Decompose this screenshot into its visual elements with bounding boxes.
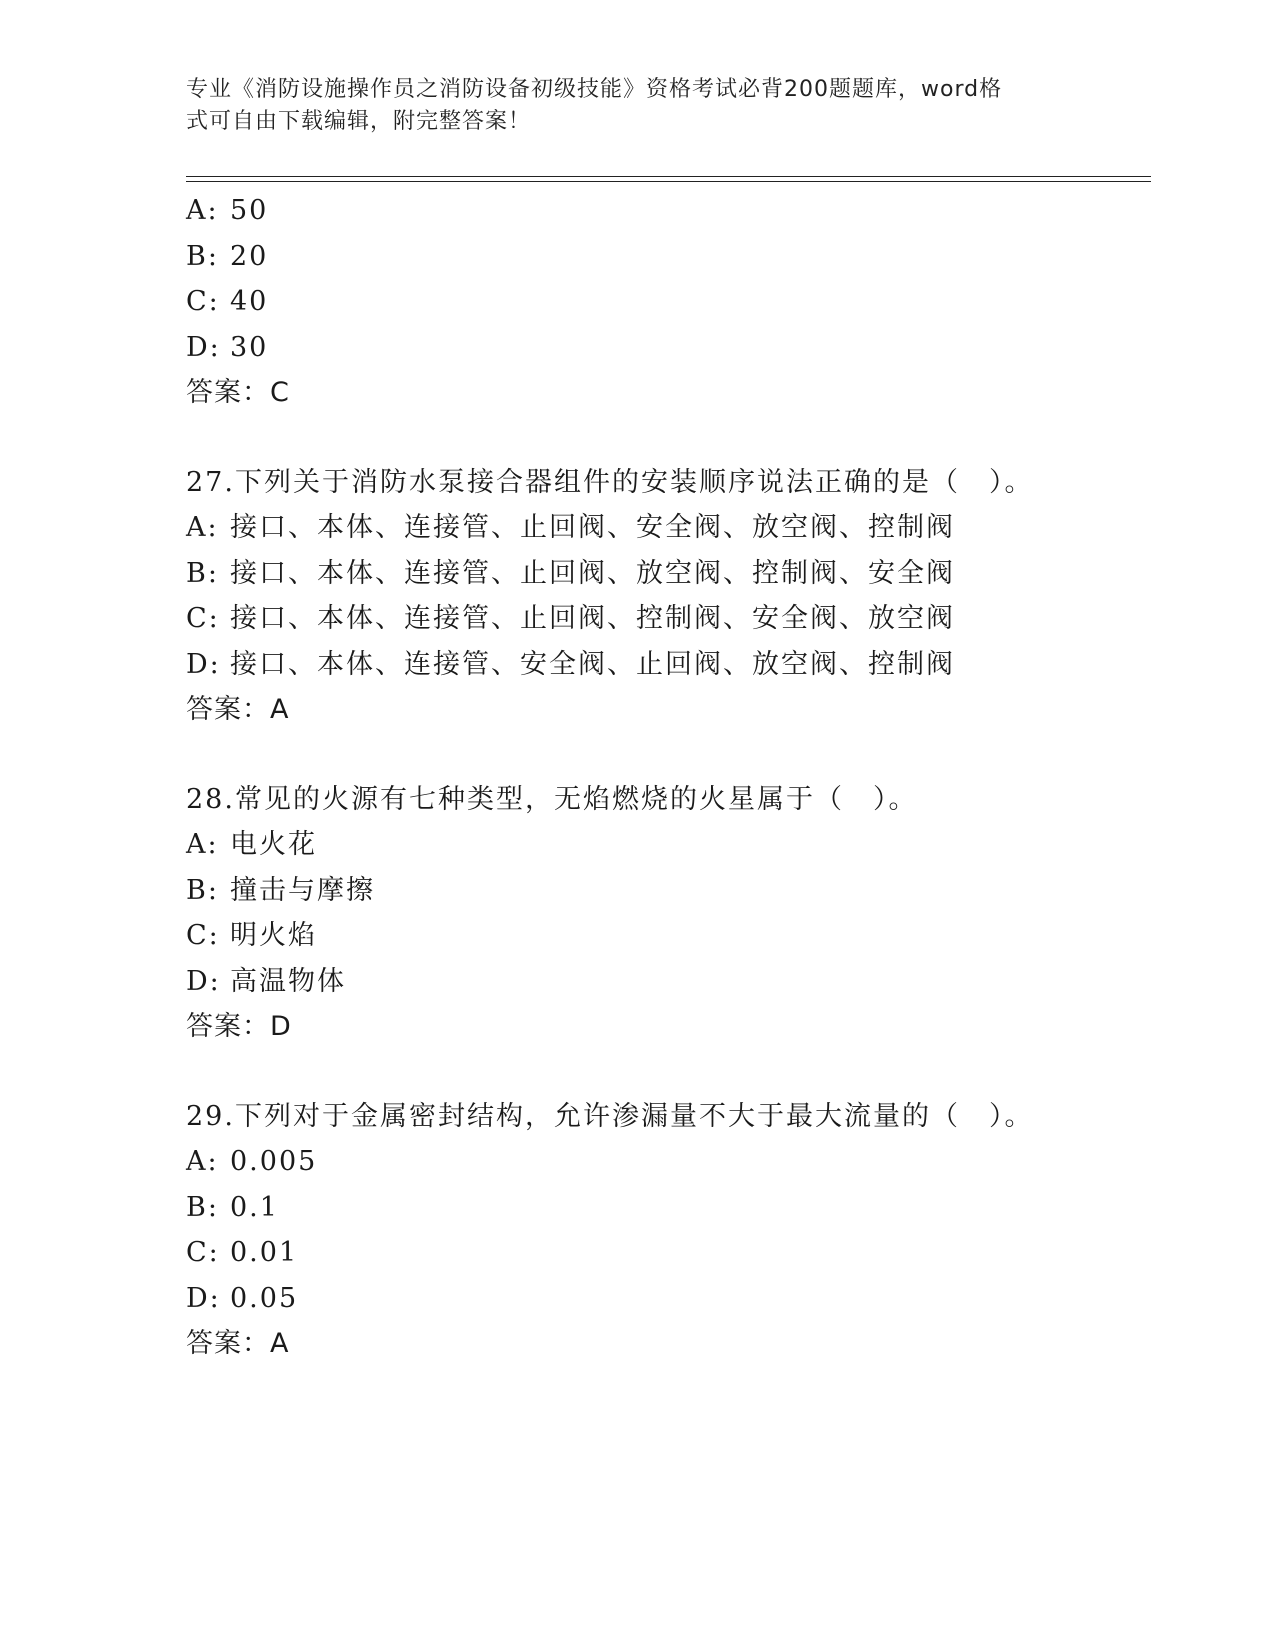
option-c <box>186 596 1146 642</box>
option-text: 0.01 <box>230 1237 299 1268</box>
question-28 <box>186 777 1146 1050</box>
option-label: B: <box>186 557 219 589</box>
option-a <box>186 505 1146 551</box>
option-label: C: <box>186 1237 220 1268</box>
option-b <box>186 551 1146 597</box>
header-divider-top <box>186 176 1151 177</box>
answer-line: 答案：D <box>186 1011 292 1042</box>
option-text: 撞击与摩擦 <box>230 874 375 906</box>
option-text: 接口、本体、连接管、止回阀、放空阀、控制阀、安全阀 <box>230 557 955 589</box>
question-stem: 27.下列关于消防水泵接合器组件的安装顺序说法正确的是（ ）。 <box>186 466 1034 498</box>
option-label: B: <box>186 240 219 272</box>
option-label: B: <box>186 1191 219 1223</box>
option-label: C: <box>186 603 220 634</box>
option-label: A: <box>186 512 219 543</box>
option-c <box>186 913 1146 959</box>
option-c <box>186 279 1146 325</box>
option-label: A: <box>186 829 219 860</box>
question-stem: 29.下列对于金属密封结构，允许渗漏量不大于最大流量的（ ）。 <box>186 1100 1034 1132</box>
option-label: C: <box>186 920 220 951</box>
option-text: 20 <box>230 240 269 272</box>
option-text: 接口、本体、连接管、止回阀、安全阀、放空阀、控制阀 <box>230 512 955 543</box>
option-text: 0.05 <box>230 1282 299 1314</box>
document-header <box>186 74 1066 138</box>
option-text: 50 <box>230 195 269 226</box>
option-text: 40 <box>230 286 269 317</box>
option-label: D: <box>186 965 221 997</box>
question-list <box>186 188 1146 1367</box>
option-d <box>186 642 1146 688</box>
option-d <box>186 959 1146 1005</box>
option-label: A: <box>186 195 219 226</box>
option-text: 30 <box>230 331 269 363</box>
option-label: D: <box>186 1282 221 1314</box>
option-a <box>186 822 1146 868</box>
option-b <box>186 1185 1146 1231</box>
header-line-1: 专业《消防设施操作员之消防设备初级技能》资格考试必背200题题库，word格 <box>186 77 1003 102</box>
option-text: 电火花 <box>230 829 317 860</box>
option-a <box>186 1139 1146 1185</box>
option-d <box>186 1276 1146 1322</box>
option-text: 接口、本体、连接管、止回阀、控制阀、安全阀、放空阀 <box>230 603 955 634</box>
option-label: D: <box>186 331 221 363</box>
question-stem: 28.常见的火源有七种类型，无焰燃烧的火星属于（ ）。 <box>186 783 918 815</box>
answer-line: 答案：C <box>186 377 290 408</box>
option-text: 接口、本体、连接管、安全阀、止回阀、放空阀、控制阀 <box>230 648 955 680</box>
option-text: 0.005 <box>230 1146 318 1177</box>
option-label: D: <box>186 648 221 680</box>
option-text: 0.1 <box>230 1191 279 1223</box>
header-divider-bottom <box>186 181 1151 182</box>
answer-line: 答案：A <box>186 694 290 725</box>
option-b <box>186 234 1146 280</box>
header-line-2: 式可自由下载编辑，附完整答案！ <box>186 109 532 134</box>
option-text: 明火焰 <box>230 920 317 951</box>
option-a <box>186 188 1146 234</box>
question-29 <box>186 1094 1146 1367</box>
question-27 <box>186 460 1146 733</box>
partial-question <box>186 188 1146 416</box>
option-label: B: <box>186 874 219 906</box>
option-label: A: <box>186 1146 219 1177</box>
option-c <box>186 1230 1146 1276</box>
option-d <box>186 325 1146 371</box>
option-label: C: <box>186 286 220 317</box>
option-text: 高温物体 <box>230 965 346 997</box>
option-b <box>186 868 1146 914</box>
answer-line: 答案：A <box>186 1328 290 1359</box>
